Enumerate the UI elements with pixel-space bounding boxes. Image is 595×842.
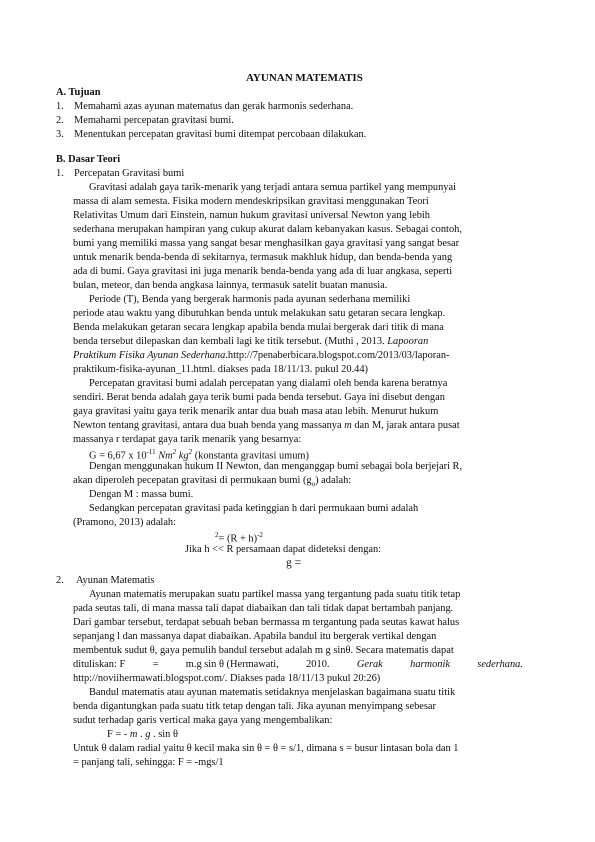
paragraph-line: massanya r terdapat gaya tarik menarik yang besarnya:	[73, 434, 302, 445]
mass-note: Dengan M : massa bumi.	[89, 489, 194, 500]
paragraph-line	[73, 419, 460, 432]
paragraph-line: sederhana merupakan hampiran yang cukup akurat dalam kebanyakan kasus. Sebagai contoh,	[73, 224, 462, 235]
eq-superscript: -2	[257, 531, 263, 539]
list-item	[56, 128, 367, 141]
citation-year: 2010.	[306, 659, 330, 670]
subsection-number: 2.	[56, 575, 64, 586]
paragraph-line: (Pramono, 2013) adalah:	[73, 517, 177, 528]
paragraph-line: sendiri. Berat benda adalah gaya terik bumi pada benda tersebut. Gaya ini disebut dengan	[73, 392, 445, 403]
list-number: 3.	[56, 129, 64, 140]
list-item	[56, 114, 234, 127]
eq-body: = (R + h)	[218, 533, 258, 545]
section-b-heading: B. Dasar Teori	[56, 154, 121, 165]
list-number: 1.	[56, 101, 64, 112]
list-number: 2.	[56, 115, 64, 126]
paragraph-line: bulan, meteor, dan benda angkasa lainnya, termasuk satelit buatan manusia.	[73, 280, 388, 291]
section-a-heading: A. Tujuan	[56, 87, 101, 98]
paragraph-text: Newton tentang gravitasi, antara dua buah benda yang massanya	[73, 420, 342, 431]
paragraph-text: benda tersebut dilepaskan dan kembali lagi ke titik tersebut. (Muthi , 2013.	[73, 336, 385, 347]
g-value: G = 6,67 x 10	[89, 450, 147, 462]
paragraph-line: http://noviihermawati.blogspot.com/. Diakses pada 18/11/13 pukul 20:26)	[73, 673, 381, 684]
paragraph-line: Untuk θ dalam radial yaitu θ kecil maka sin θ = θ = s/1, dimana s = busur lintasan bola dan 1	[73, 743, 459, 754]
paragraph-text: akan diperoleh pecepatan gravitasi di permukaan bumi (g	[73, 475, 312, 486]
paragraph-line: periode atau waktu yang dibutuhkan benda untuk melakukan satu getaran secara lengkap.	[73, 308, 446, 319]
g-description: (konstanta gravitasi umum)	[194, 450, 309, 462]
equation-condition: Jika h << R persamaan dapat dideteksi dengan:	[185, 544, 382, 555]
paragraph-text: ) adalah:	[315, 475, 352, 486]
formula-lhs: dituliskan: F	[73, 659, 126, 670]
paragraph-line: bumi yang memiliki massa yang sangat besar menghasilkan gaya gravitasi yang sangat besar	[73, 238, 460, 249]
eq-part: . sin θ	[150, 729, 178, 740]
eq-part: .	[137, 729, 146, 740]
list-text: Menentukan percepatan gravitasi bumi ditempat percobaan dilakukan.	[74, 129, 367, 140]
paragraph-text: dan M, jarak antara pusat	[354, 420, 460, 431]
subsection-ayunan	[56, 574, 155, 587]
paragraph-line	[73, 335, 428, 348]
citation-title: Lapooran	[387, 336, 429, 347]
paragraph-line: gaya gravitasi yaitu gaya terik menarik antar dua buah masa atau lebih. Menurut hukum	[73, 406, 439, 417]
formula-equals: =	[152, 659, 159, 670]
paragraph-line: Percepatan gravitasi bumi adalah percepatan yang dialami oleh benda karena beratnya	[89, 378, 448, 389]
citation-title: Praktikum Fisika Ayunan Sederhana	[73, 350, 226, 361]
citation-url: .http://7penaberbicara.blogspot.com/2013/03/laporan-	[225, 350, 450, 361]
paragraph-line	[73, 658, 523, 671]
citation-title: harmonik	[410, 659, 450, 670]
paragraph-line: Gravitasi adalah gaya tarik-menarik yang terjadi antara semua partikel yang mempunyai	[89, 182, 456, 193]
paragraph-line: membentuk sudut θ, gaya pemulih bandul tersebut adalah m g sinθ. Secara matematis dapat	[73, 645, 454, 656]
variable-g: g	[145, 729, 151, 740]
subscript-o: o	[311, 480, 316, 489]
paragraph-line: Benda melakukan getaran secara lengkap apabila benda mulai bergerak dari titik di mana	[73, 322, 444, 333]
eq-part: F = -	[107, 729, 130, 740]
g-exponent: -11	[146, 448, 156, 456]
paragraph-line: Sedangkan percepatan gravitasi pada ketinggian h dari permukaan bumi adalah	[89, 503, 419, 514]
unit-exponent: 2	[172, 448, 177, 456]
paragraph-line: massa di alam semesta. Fisika modern mendeskripsikan gravitasi menggunakan Teori	[73, 196, 429, 207]
list-text: Memahami azas ayunan matematus dan gerak harmonis sederhana.	[74, 101, 354, 112]
paragraph-line: sudut terhadap garis vertical maka gaya yang mengembalikan:	[73, 715, 333, 726]
list-text: Memahami percepatan gravitasi bumi.	[74, 115, 234, 126]
eq-superscript: 2	[215, 531, 219, 539]
paragraph-line: Periode (T), Benda yang bergerak harmonis pada ayunan sederhana memiliki	[89, 294, 411, 305]
paragraph-line: pada seutas tali, di mana massa tali dapat diabaikan dan tali tidak dapat bertambah panjang.	[73, 603, 454, 614]
list-item	[56, 100, 354, 113]
paragraph-line: praktikum-fisika-ayunan_11.html. diakses pada 18/11/13. pukul 20.44)	[73, 364, 369, 375]
paragraph-line: benda digantungkan pada suatu titk tetap dengan tali. Jika ayunan menyimpang sebesar	[73, 701, 436, 712]
paragraph-line: Ayunan matematis merupakan suatu partikel massa yang tergantung pada suatu titik tetap	[89, 589, 461, 600]
paragraph-line: = panjang tali, sehingga: F = -mgs/1	[73, 757, 224, 768]
paragraph-line: Bandul matematis atau ayunan matematis setidaknya menjelaskan bagaimana suatu titik	[89, 687, 456, 698]
subsection-gravitasi	[56, 167, 185, 180]
citation-title: Gerak	[356, 659, 383, 670]
paragraph-line: sepanjang l dan massanya dapat diabaikan. Apabila bandul itu bergerak vertikal dengan	[73, 631, 437, 642]
paragraph-line: Dengan menggunakan hukum II Newton, dan menganggap bumi sebagai bola berjejari R,	[89, 461, 463, 472]
paragraph-line: Dari gambar tersebut, terdapat sebuah beban bermassa m tergantung pada seutas kawat halus	[73, 617, 460, 628]
citation-title: sederhana.	[477, 659, 523, 670]
paragraph-line: ada di bumi. Gaya gravitasi ini juga menarik benda-benda yang ada di luar angkasa, seperti	[73, 266, 453, 277]
subsection-title: Ayunan Matematis	[76, 575, 155, 586]
variable-m: m	[344, 420, 352, 431]
paragraph-line: Relativitas Umum dari Einstein, namun hukum gravitasi universal Newton yang lebih	[73, 210, 430, 221]
unit-nm: Nm	[158, 450, 173, 462]
paragraph-line	[73, 349, 450, 362]
unit-exponent: 2	[188, 448, 193, 456]
variable-m: m	[129, 729, 138, 740]
paragraph-line: untuk menarik benda-benda di sekitarnya, termasuk makhluk hidup, dan benda-benda yang	[73, 252, 453, 263]
force-equation	[107, 728, 178, 741]
formula-rhs: m.g sin θ (Hermawati,	[185, 659, 279, 670]
subsection-title: Percepatan Gravitasi bumi	[74, 168, 185, 179]
equation-g: g =	[286, 557, 302, 569]
unit-kg: kg	[178, 450, 189, 462]
page-title: AYUNAN MATEMATIS	[246, 72, 363, 84]
subsection-number: 1.	[56, 168, 64, 179]
